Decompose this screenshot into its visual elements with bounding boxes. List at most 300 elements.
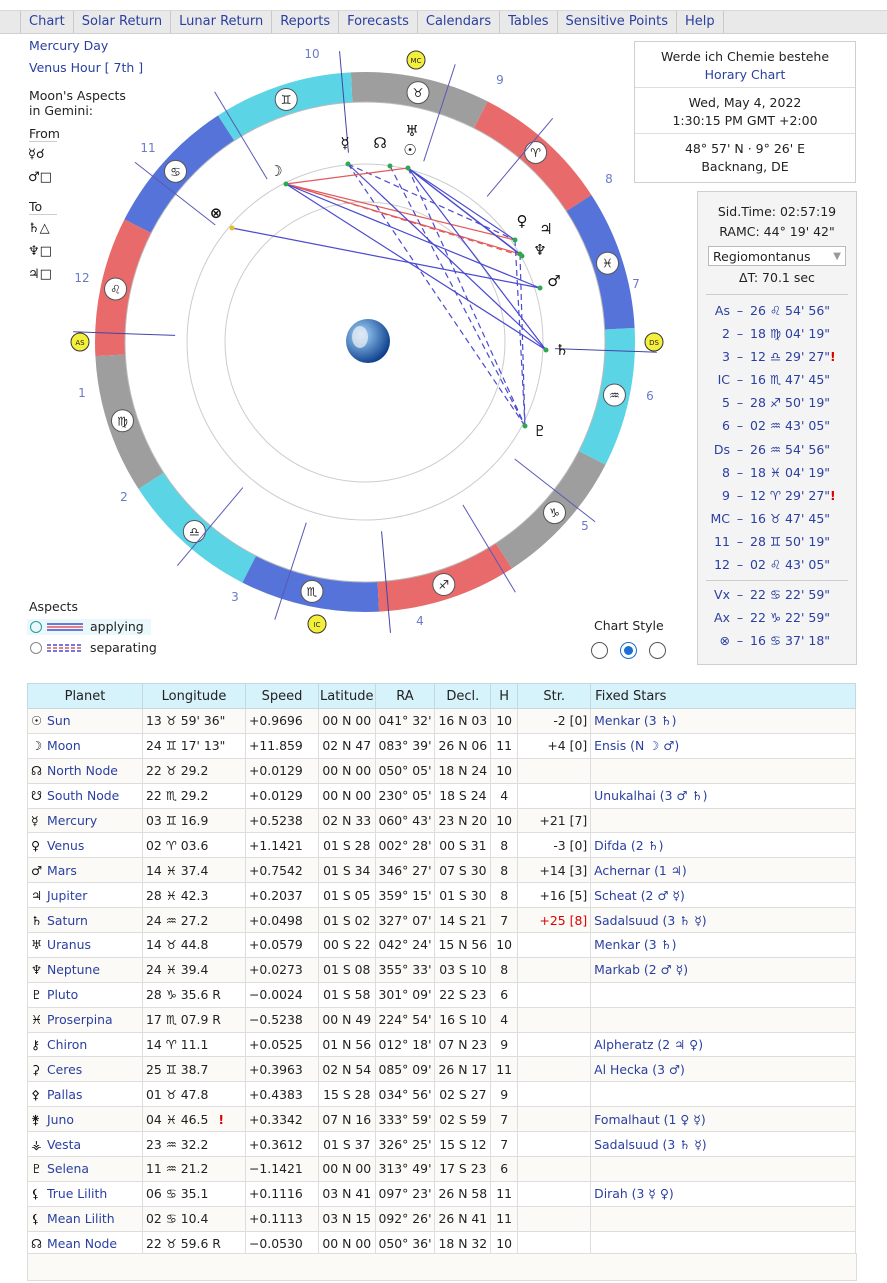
ra-cell: 050° 36' <box>375 1231 435 1256</box>
col-planet[interactable]: Planet <box>28 684 143 709</box>
speed-cell: +0.3342 <box>246 1107 319 1132</box>
menu-calendars[interactable]: Calendars <box>417 11 499 33</box>
delta-t: ΔT: 70.1 sec <box>739 270 815 285</box>
planet-glyph-icon: ☊ <box>373 134 387 152</box>
speed-cell: +0.0525 <box>246 1032 319 1057</box>
cusp-value: 02 ♒ 43' 05" <box>750 418 831 434</box>
table-row <box>28 1181 856 1206</box>
table-header-row <box>28 684 856 709</box>
house-number: 6 <box>646 389 654 403</box>
ra-cell: 041° 32' <box>375 709 435 734</box>
ra-cell: 097° 23' <box>375 1181 435 1206</box>
dash: – <box>736 533 744 549</box>
angle-label: IC <box>313 621 321 629</box>
fixed-star-cell[interactable] <box>591 1157 856 1182</box>
house-number: 10 <box>304 47 320 61</box>
dash: – <box>736 418 744 434</box>
aspect-line <box>348 164 525 426</box>
decl-cell: 15 N 56 <box>435 933 491 958</box>
fixed-star-cell[interactable] <box>591 758 856 783</box>
ra-cell: 326° 25' <box>375 1132 435 1157</box>
fixed-star-cell[interactable]: Alpheratz (2 ♃ ♀) <box>591 1032 856 1057</box>
fixed-star-cell[interactable]: Al Hecka (3 ♂) <box>591 1057 856 1082</box>
planet-name-cell[interactable]: ☿ Mercury <box>28 808 143 833</box>
table-row <box>28 733 856 758</box>
decl-cell: 00 S 31 <box>435 833 491 858</box>
house-system-select[interactable] <box>708 246 846 266</box>
aspect-line <box>286 184 546 350</box>
cusp-name: 8 <box>722 464 730 480</box>
table-row <box>28 1057 856 1082</box>
planet-glyph-icon: ♀ <box>516 212 528 230</box>
speed-cell: +0.3963 <box>246 1057 319 1082</box>
planet-glyph-icon: ⊗ <box>209 204 223 222</box>
point-value: 22 ♑ 22' 59" <box>750 610 831 626</box>
separating-legend-row[interactable] <box>27 640 157 656</box>
ra-cell: 002° 28' <box>375 833 435 858</box>
dash: – <box>736 464 744 480</box>
strength-cell <box>518 1057 591 1082</box>
col-longitude[interactable]: Longitude <box>143 684 246 709</box>
dash: – <box>736 633 744 649</box>
decl-cell: 14 S 21 <box>435 908 491 933</box>
menu-solar-return[interactable]: Solar Return <box>73 11 170 33</box>
menu-help[interactable]: Help <box>676 11 724 33</box>
latitude-cell: 00 N 00 <box>319 1157 376 1182</box>
fixed-star-cell[interactable] <box>591 1082 856 1107</box>
decl-cell: 01 S 30 <box>435 883 491 908</box>
house-system-value: Regiomontanus <box>713 248 811 264</box>
fixed-star-cell[interactable]: Menkar (3 ♄) <box>591 933 856 958</box>
table-row <box>28 957 856 982</box>
planet-name-cell[interactable]: ☊ Mean Node <box>28 1231 143 1256</box>
planet-glyph-icon: ♃ <box>539 220 553 238</box>
cusp-row <box>698 414 856 437</box>
speed-cell: −0.5238 <box>246 1007 319 1032</box>
planet-glyph-icon: ⚷ <box>31 1037 41 1053</box>
menu-reports[interactable]: Reports <box>271 11 338 33</box>
planet-glyph-icon: ♀ <box>31 837 41 853</box>
menu-tables[interactable]: Tables <box>499 11 556 33</box>
ra-cell: 060° 43' <box>375 808 435 833</box>
col-speed[interactable]: Speed <box>246 684 319 709</box>
planet-glyph-icon: ♄ <box>31 912 43 928</box>
house-number: 7 <box>632 277 640 291</box>
col-decl[interactable]: Decl. <box>435 684 491 709</box>
cusp-row <box>698 484 856 507</box>
col-latitude[interactable]: Latitude <box>319 684 376 709</box>
cusp-name: 11 <box>714 533 730 549</box>
ra-cell: 333° 59' <box>375 1107 435 1132</box>
speed-cell: −0.0530 <box>246 1231 319 1256</box>
ra-cell: 042° 24' <box>375 933 435 958</box>
menu-forecasts[interactable]: Forecasts <box>338 11 417 33</box>
speed-cell: +0.0129 <box>246 783 319 808</box>
table-row <box>28 1032 856 1057</box>
speed-cell: +0.9696 <box>246 709 319 734</box>
strength-cell <box>518 1082 591 1107</box>
table-row <box>28 883 856 908</box>
house-cell: 4 <box>491 783 518 808</box>
decl-cell: 26 N 17 <box>435 1057 491 1082</box>
separating-label: separating <box>90 640 157 655</box>
planet-dot <box>520 254 525 259</box>
house-number: 5 <box>581 519 589 533</box>
strength-cell: +21 [7] <box>518 808 591 833</box>
fixed-star-cell[interactable]: Unukalhai (3 ♂ ♄) <box>591 783 856 808</box>
dash: – <box>736 487 744 503</box>
ramc: RAMC: 44° 19' 42" <box>719 224 835 239</box>
strength-cell: -3 [0] <box>518 833 591 858</box>
longitude-cell: 24 ♓ 39.4 <box>143 957 246 982</box>
planet-dot <box>346 162 351 167</box>
strength-cell: +4 [0] <box>518 733 591 758</box>
planet-name-cell[interactable]: ☽ Moon <box>28 733 143 758</box>
sign-glyph-icon: ♎ <box>188 525 200 540</box>
fixed-star-cell[interactable] <box>591 982 856 1007</box>
chart-date: Wed, May 4, 2022 <box>688 95 802 110</box>
ra-cell: 313° 49' <box>375 1157 435 1182</box>
ra-cell: 083° 39' <box>375 733 435 758</box>
house-number: 9 <box>496 73 504 87</box>
cusp-name: As <box>714 303 730 318</box>
aspect-line <box>286 184 540 288</box>
latitude-cell: 00 N 49 <box>319 1007 376 1032</box>
fixed-star-cell[interactable] <box>591 1007 856 1032</box>
speed-cell: +0.1116 <box>246 1181 319 1206</box>
warning-mark: ! <box>218 1111 224 1127</box>
to-label: To <box>29 199 57 215</box>
menu-chart[interactable]: Chart <box>20 11 73 33</box>
planet-name-cell[interactable]: ♇ Pluto <box>28 982 143 1007</box>
planet-name-cell[interactable]: ⚵ Juno <box>28 1107 143 1132</box>
ra-cell: 301° 09' <box>375 982 435 1007</box>
longitude-cell: 17 ♏ 07.9 R <box>143 1007 246 1032</box>
planet-name-cell[interactable]: ♓ Proserpina <box>28 1007 143 1032</box>
table-row <box>28 1157 856 1182</box>
point-list <box>698 583 856 652</box>
latitude-cell: 01 S 28 <box>319 833 376 858</box>
speed-cell: +0.7542 <box>246 858 319 883</box>
decl-cell: 07 S 30 <box>435 858 491 883</box>
chart-info-box <box>634 41 856 183</box>
planet-name-cell[interactable]: ♅ Uranus <box>28 933 143 958</box>
planet-name-cell[interactable]: ♂ Mars <box>28 858 143 883</box>
house-cell: 6 <box>491 1157 518 1182</box>
strength-cell <box>518 1132 591 1157</box>
col-ra[interactable]: RA <box>375 684 435 709</box>
chart-coords: 48° 57' N · 9° 26' E <box>684 141 806 156</box>
question-text: Werde ich Chemie bestehe <box>660 49 830 64</box>
planet-glyph-icon: ☉ <box>403 141 417 159</box>
decl-cell: 26 N 58 <box>435 1181 491 1206</box>
planet-glyph-icon: ♄ <box>555 341 569 359</box>
fixed-star-cell[interactable]: Scheat (2 ♂ ☿) <box>591 883 856 908</box>
aspect-line <box>408 168 546 350</box>
chart-style-radio-3[interactable] <box>649 642 666 659</box>
planet-dot <box>538 286 543 291</box>
sign-glyph-icon: ♌ <box>110 282 121 297</box>
from-label: From <box>29 126 60 141</box>
cusps-panel <box>697 191 857 665</box>
speed-cell: −0.0024 <box>246 982 319 1007</box>
house-cell: 8 <box>491 883 518 908</box>
planet-name-cell[interactable]: ♃ Jupiter <box>28 883 143 908</box>
chart-style-radio-2[interactable] <box>620 642 637 659</box>
latitude-cell: 01 S 08 <box>319 957 376 982</box>
planet-dot <box>513 238 518 243</box>
fixed-star-cell[interactable]: Difda (2 ♄) <box>591 833 856 858</box>
planet-glyph-icon: ⚳ <box>31 1061 41 1077</box>
to-aspect: ♆□ <box>28 244 52 259</box>
cusp-name: 3 <box>722 349 730 365</box>
house-cell: 7 <box>491 1132 518 1157</box>
house-cell: 11 <box>491 1057 518 1082</box>
longitude-cell: 11 ♒ 21.2 <box>143 1157 246 1182</box>
aspect-line <box>286 184 515 240</box>
house-cell: 7 <box>491 1107 518 1132</box>
speed-cell: +11.859 <box>246 733 319 758</box>
moon-aspects-title: Moon's Aspects in Gemini: <box>29 88 126 118</box>
fixed-star-cell[interactable] <box>591 808 856 833</box>
col-strength[interactable]: Str. <box>518 684 591 709</box>
table-row <box>28 709 856 734</box>
decl-cell: 07 N 23 <box>435 1032 491 1057</box>
decl-cell: 18 N 32 <box>435 1231 491 1256</box>
table-row <box>28 1132 856 1157</box>
chart-type[interactable]: Horary Chart <box>704 67 786 82</box>
planet-name-cell[interactable]: ⚸ Mean Lilith <box>28 1206 143 1231</box>
cusp-name: 2 <box>722 326 730 342</box>
decl-cell: 26 N 41 <box>435 1206 491 1231</box>
from-aspect: ♂□ <box>28 170 52 185</box>
house-cell: 7 <box>491 908 518 933</box>
longitude-cell: 14 ♓ 37.4 <box>143 858 246 883</box>
speed-cell: +0.0129 <box>246 758 319 783</box>
planet-name-cell[interactable]: ⚷ Chiron <box>28 1032 143 1057</box>
planet-glyph-icon: ☽ <box>269 162 283 180</box>
cusp-row <box>698 553 856 576</box>
decl-cell: 26 N 06 <box>435 733 491 758</box>
planet-name-cell[interactable]: ♄ Saturn <box>28 908 143 933</box>
house-cell: 10 <box>491 808 518 833</box>
cusp-value: 28 ♊ 50' 19" <box>750 533 831 549</box>
fixed-star-cell[interactable]: Menkar (3 ♄) <box>591 709 856 734</box>
latitude-cell: 15 S 28 <box>319 1082 376 1107</box>
longitude-cell: 04 ♓ 46.5 ! <box>143 1107 246 1132</box>
cusp-row <box>698 530 856 553</box>
applying-legend-row[interactable] <box>27 619 151 635</box>
fixed-star-cell[interactable]: Achernar (1 ♃) <box>591 858 856 883</box>
longitude-cell: 14 ♉ 44.8 <box>143 933 246 958</box>
house-cell: 9 <box>491 1032 518 1057</box>
separating-radio[interactable] <box>30 642 42 654</box>
decl-cell: 16 N 03 <box>435 709 491 734</box>
planet-glyph-icon: ⚸ <box>31 1211 41 1227</box>
speed-cell: +0.4383 <box>246 1082 319 1107</box>
latitude-cell: 07 N 16 <box>319 1107 376 1132</box>
dash: – <box>736 326 744 342</box>
warning-mark: ! <box>830 487 836 503</box>
to-aspect: ♄△ <box>28 221 50 236</box>
planet-name-cell[interactable]: ♇ Selena <box>28 1157 143 1182</box>
fixed-star-cell[interactable] <box>591 1206 856 1231</box>
strength-cell <box>518 783 591 808</box>
ra-cell: 230° 05' <box>375 783 435 808</box>
latitude-cell: 01 S 37 <box>319 1132 376 1157</box>
menu-lunar-return[interactable]: Lunar Return <box>170 11 271 33</box>
decl-cell: 15 S 12 <box>435 1132 491 1157</box>
menu-sensitive-points[interactable]: Sensitive Points <box>557 11 676 33</box>
decl-cell: 16 S 10 <box>435 1007 491 1032</box>
sign-glyph-icon: ♍ <box>117 414 128 429</box>
strength-cell <box>518 1007 591 1032</box>
chart-style-radio-1[interactable] <box>591 642 608 659</box>
planet-glyph-icon: ♓ <box>31 1012 43 1028</box>
planet-table <box>27 683 856 1257</box>
longitude-cell: 24 ♒ 27.2 <box>143 908 246 933</box>
sign-glyph-icon: ♉ <box>412 86 424 101</box>
house-number: 2 <box>120 490 128 504</box>
table-row <box>28 1206 856 1231</box>
point-name: ⊗ <box>719 633 730 649</box>
cusp-value: 16 ♏ 47' 45" <box>750 372 831 388</box>
planetary-day: Mercury Day <box>29 38 109 53</box>
col-fixed-stars[interactable]: Fixed Stars <box>591 684 856 709</box>
strength-cell <box>518 1157 591 1182</box>
fixed-star-cell[interactable]: Fomalhaut (1 ♀ ☿) <box>591 1107 856 1132</box>
cusp-value: 18 ♍ 04' 19" <box>750 326 831 342</box>
planet-name-cell[interactable]: ☊ North Node <box>28 758 143 783</box>
planet-glyph-icon: ♂ <box>31 862 43 878</box>
longitude-cell: 02 ♋ 10.4 <box>143 1206 246 1231</box>
decl-cell: 03 S 10 <box>435 957 491 982</box>
cusp-value: 02 ♌ 43' 05" <box>750 557 831 573</box>
sign-glyph-icon: ♊ <box>280 92 292 107</box>
longitude-cell: 02 ♈ 03.6 <box>143 833 246 858</box>
planetary-hour[interactable]: Venus Hour [ 7th ] <box>29 60 144 75</box>
planet-glyph-icon: ♅ <box>405 122 419 140</box>
cusp-row <box>698 461 856 484</box>
sign-glyph-icon: ♋ <box>170 164 181 179</box>
fixed-star-cell[interactable]: Markab (2 ♂ ☿) <box>591 957 856 982</box>
applying-radio[interactable] <box>30 621 42 633</box>
planet-glyph-icon: ☿ <box>31 813 39 828</box>
point-name: Vx <box>714 587 730 603</box>
sidereal-time: Sid.Time: 02:57:19 <box>717 204 837 219</box>
house-cell: 8 <box>491 957 518 982</box>
sign-glyph-icon: ♏ <box>306 584 318 599</box>
table-row <box>28 783 856 808</box>
latitude-cell: 02 N 33 <box>319 808 376 833</box>
applying-line-icon <box>47 623 83 631</box>
planet-glyph-icon: ⚵ <box>31 1111 41 1127</box>
dash: – <box>736 557 744 573</box>
planet-name-cell[interactable]: ☋ South Node <box>28 783 143 808</box>
planet-name-cell[interactable]: ⚸ True Lilith <box>28 1181 143 1206</box>
point-row <box>698 583 856 606</box>
planet-name-cell[interactable]: ⚴ Pallas <box>28 1082 143 1107</box>
col-house[interactable]: H <box>491 684 518 709</box>
from-aspect: ☿☌ <box>28 147 45 162</box>
speed-cell: +0.5238 <box>246 808 319 833</box>
longitude-cell: 25 ♊ 38.7 <box>143 1057 246 1082</box>
aspect-line <box>286 168 408 184</box>
planet-name-cell[interactable]: ☉ Sun <box>28 709 143 734</box>
planet-name-cell[interactable]: ⚶ Vesta <box>28 1132 143 1157</box>
sign-glyph-icon: ♑ <box>549 506 560 521</box>
applying-label: applying <box>90 619 144 634</box>
ra-cell: 034° 56' <box>375 1082 435 1107</box>
fixed-star-cell[interactable]: Dirah (3 ☿ ♀) <box>591 1181 856 1206</box>
house-number: 4 <box>416 614 424 628</box>
cusp-value: 12 ♈ 29' 27"! <box>750 487 836 503</box>
ra-cell: 050° 05' <box>375 758 435 783</box>
sign-glyph-icon: ♐ <box>438 578 450 593</box>
house-cell: 10 <box>491 758 518 783</box>
globe-highlight <box>352 326 368 348</box>
dash: – <box>736 349 744 365</box>
decl-cell: 18 S 24 <box>435 783 491 808</box>
latitude-cell: 02 N 54 <box>319 1057 376 1082</box>
ra-cell: 346° 27' <box>375 858 435 883</box>
planet-name-cell[interactable]: ⚳ Ceres <box>28 1057 143 1082</box>
fixed-star-cell[interactable]: Ensis (N ☽ ♂) <box>591 733 856 758</box>
planet-name-cell[interactable]: ♆ Neptune <box>28 957 143 982</box>
fixed-star-cell[interactable]: Sadalsuud (3 ♄ ☿) <box>591 1132 856 1157</box>
decl-cell: 23 N 20 <box>435 808 491 833</box>
cusp-value: 12 ♎ 29' 27"! <box>750 349 836 365</box>
decl-cell: 22 S 23 <box>435 982 491 1007</box>
table-row <box>28 808 856 833</box>
planet-dot <box>388 164 393 169</box>
chart-style-label: Chart Style <box>594 618 664 633</box>
planet-glyph-icon: ⚶ <box>31 1136 42 1152</box>
planet-glyph-icon: ☉ <box>31 713 43 729</box>
dash: – <box>736 303 744 318</box>
cusp-value: 18 ♓ 04' 19" <box>750 464 831 480</box>
decl-cell: 17 S 23 <box>435 1157 491 1182</box>
house-number: 11 <box>140 141 156 155</box>
speed-cell: −1.1421 <box>246 1157 319 1182</box>
table-row <box>28 1007 856 1032</box>
dash: – <box>736 610 744 626</box>
aspect-line <box>408 168 515 240</box>
planet-glyph-icon: ⚴ <box>31 1086 41 1102</box>
house-cell: 8 <box>491 858 518 883</box>
speed-cell: +1.1421 <box>246 833 319 858</box>
strength-cell <box>518 1032 591 1057</box>
cusp-name: MC <box>710 510 730 526</box>
strength-cell <box>518 957 591 982</box>
latitude-cell: 01 S 34 <box>319 858 376 883</box>
ra-cell: 327° 07' <box>375 908 435 933</box>
cusp-row <box>698 299 856 322</box>
latitude-cell: 01 S 58 <box>319 982 376 1007</box>
planet-name-cell[interactable]: ♀ Venus <box>28 833 143 858</box>
ra-cell: 092° 26' <box>375 1206 435 1231</box>
cusp-row <box>698 391 856 414</box>
aspects-legend-title: Aspects <box>29 599 78 614</box>
fixed-star-cell[interactable]: Sadalsuud (3 ♄ ☿) <box>591 908 856 933</box>
house-cell: 10 <box>491 933 518 958</box>
latitude-cell: 03 N 15 <box>319 1206 376 1231</box>
ra-cell: 012° 18' <box>375 1032 435 1057</box>
longitude-cell: 14 ♈ 11.1 <box>143 1032 246 1057</box>
dash: – <box>736 510 744 526</box>
strength-cell <box>518 1107 591 1132</box>
separating-line-icon <box>47 644 83 652</box>
